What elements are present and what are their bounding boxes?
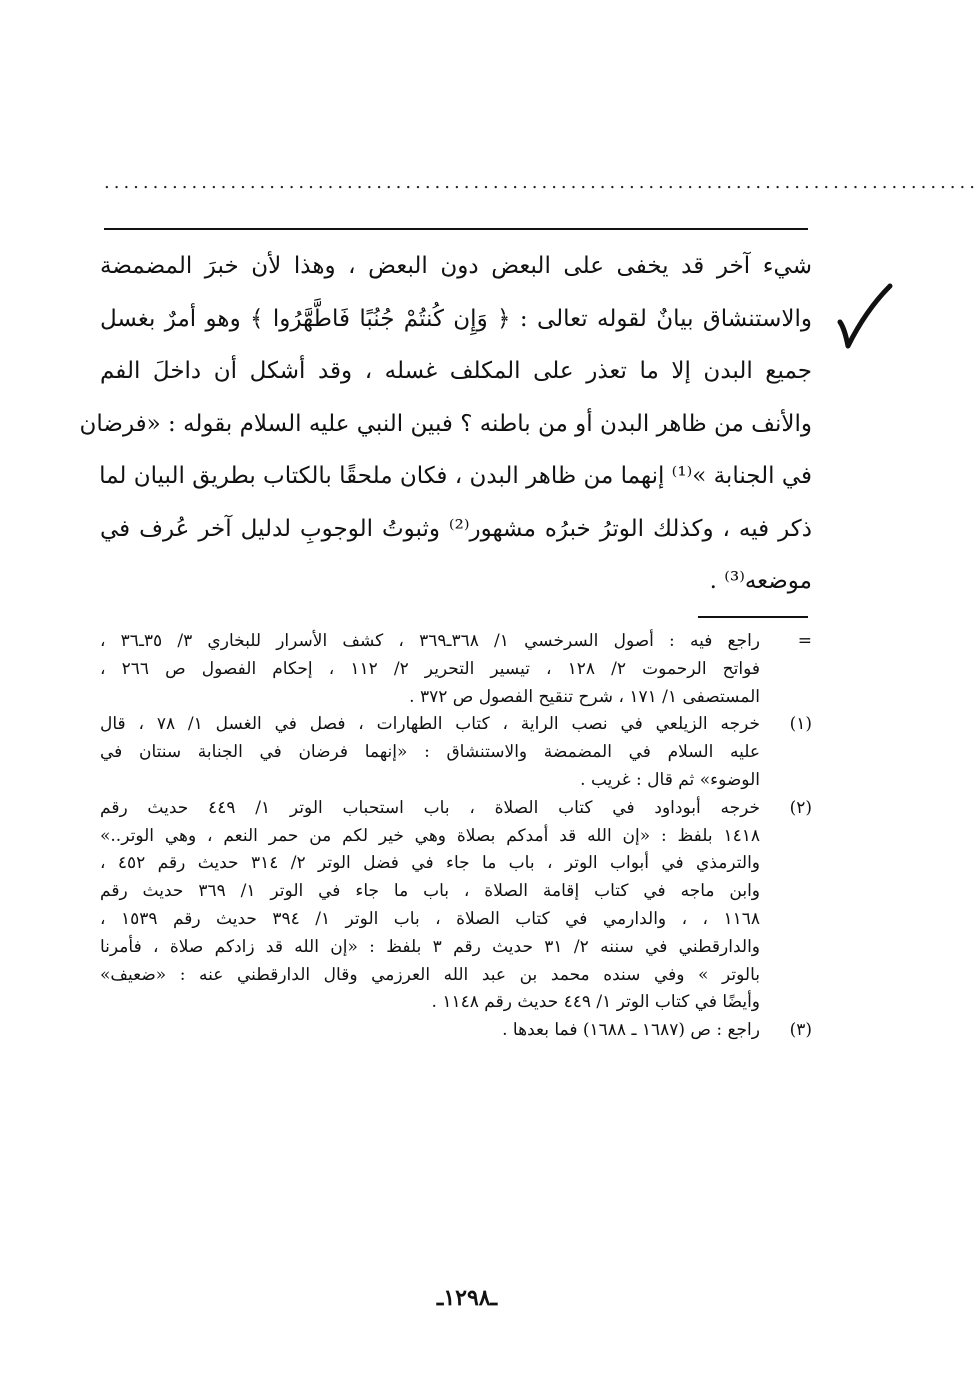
footnote-line: ١١٦٨ ، ، والدارمي في كتاب الصلاة ، باب الوتر ١/ ٣٩٤ حديث رقم ١٥٣٩ ،	[100, 908, 760, 929]
footnote-line: والدارقطني في سننه ٢/ ٣١ حديث رقم ٣ بلفظ : «إن الله قد زادكم صلاة ، فأمرنا	[100, 936, 760, 957]
footnote-line: راجع : ص (١٦٨٧ ـ ١٦٨٨) فما بعدها .	[502, 1020, 760, 1041]
footnote-continued	[100, 628, 812, 711]
footnote-line: المستصفى ١/ ١٧١ ، شرح تنقيح الفصول ص ٣٧٢ .	[409, 686, 760, 707]
footnote-mark: (٣)	[789, 1020, 812, 1041]
page-number: ـ١٢٩٨ـ	[436, 1285, 498, 1311]
footnote-3	[100, 1017, 812, 1045]
handwritten-check-icon	[836, 282, 892, 348]
main-line: ذكر فيه ، وكذلك الوترُ خبرُه مشهور⁽²⁾ وثبوتُ الوجوبِ لدليل آخر عُرف في	[100, 515, 812, 542]
top-rule	[104, 228, 808, 230]
footnote-line: خرجه أبوداود في كتاب الصلاة ، باب استحباب الوتر ١/ ٤٤٩ حديث رقم	[100, 797, 760, 818]
footnote-line: راجع فيه : أصول السرخسي ١/ ٣٦٨ـ٣٦٩ ، كشف الأسرار للبخاري ٣/ ٣٥ـ٣٦ ،	[100, 631, 761, 651]
footnote-mark: (٢)	[789, 797, 812, 818]
footnote-line: ١٤١٨ بلفظ : «إن الله قد أمدكم بصلاة وهي خير لكم من حمر النعم ، وهي الوتر..»	[100, 825, 760, 846]
footnote-mark: =	[797, 631, 812, 651]
footnote-rule	[698, 616, 808, 618]
main-line: والاستنشاق بيانٌ لقوله تعالى : ﴿ وَإِن كُنتُمْ جُنُبًا فَاطَّهَّرُوا ﴾ وهو أمرٌ بغسل	[100, 305, 812, 332]
dotted-separator: ..........................................................................................	[104, 172, 979, 193]
main-line: في الجنابة »⁽¹⁾ إنهما من ظاهر البدن ، فكان ملحقًا بالكتاب بطريق البيان لما	[99, 463, 812, 489]
footnote-2	[100, 795, 812, 1017]
footnote-1	[100, 711, 812, 794]
footnote-line: وابن ماجه في كتاب إقامة الصلاة ، باب ما جاء في الوتر ١/ ٣٦٩ حديث رقم	[100, 881, 760, 902]
footnotes	[100, 628, 812, 1045]
main-line: والأنف من ظاهر البدن أو من باطنه ؟ فبين النبي عليه السلام بقوله : «فرضان	[79, 410, 812, 437]
main-line: جميع البدن إلا ما تعذر على المكلف غسله ، وقد أشكل أن داخلَ الفم	[100, 358, 813, 384]
footnote-line: فواتح الرحموت ٢/ ١٢٨ ، تيسير التحرير ٢/ ١١٢ ، إحكام الفصول ص ٢٦٦ ،	[100, 658, 761, 679]
footnote-line: خرجه الزيلعي في نصب الراية ، كتاب الطهارات ، فصل في الغسل ١/ ٧٨ ، قال	[100, 714, 760, 735]
footnote-line: عليه السلام في المضمضة والاستنشاق : «إنهما فرضان في الجنابة سنتان في	[100, 742, 760, 763]
footnote-mark: (١)	[789, 714, 812, 735]
main-line: شيء آخر قد يخفى على البعض دون البعض ، وهذا لأن خبرَ المضمضة	[100, 253, 812, 279]
main-line: موضعه⁽³⁾ .	[709, 568, 812, 594]
footnote-line: بالوتر » وفي سنده محمد بن عبد الله العرزمي وقال الدارقطني عنه : «ضعيف»	[100, 964, 760, 985]
footnote-line: وأيضًا في كتاب الوتر ١/ ٤٤٩ حديث رقم ١١٤٨ .	[431, 992, 760, 1013]
footnote-line: والترمذي في أبواب الوتر ، باب ما جاء في فضل الوتر ٢/ ٣١٤ حديث رقم ٤٥٢ ،	[100, 853, 760, 874]
main-text	[79, 240, 813, 608]
footnote-line: الوضوء» ثم قال : غريب .	[580, 769, 760, 790]
